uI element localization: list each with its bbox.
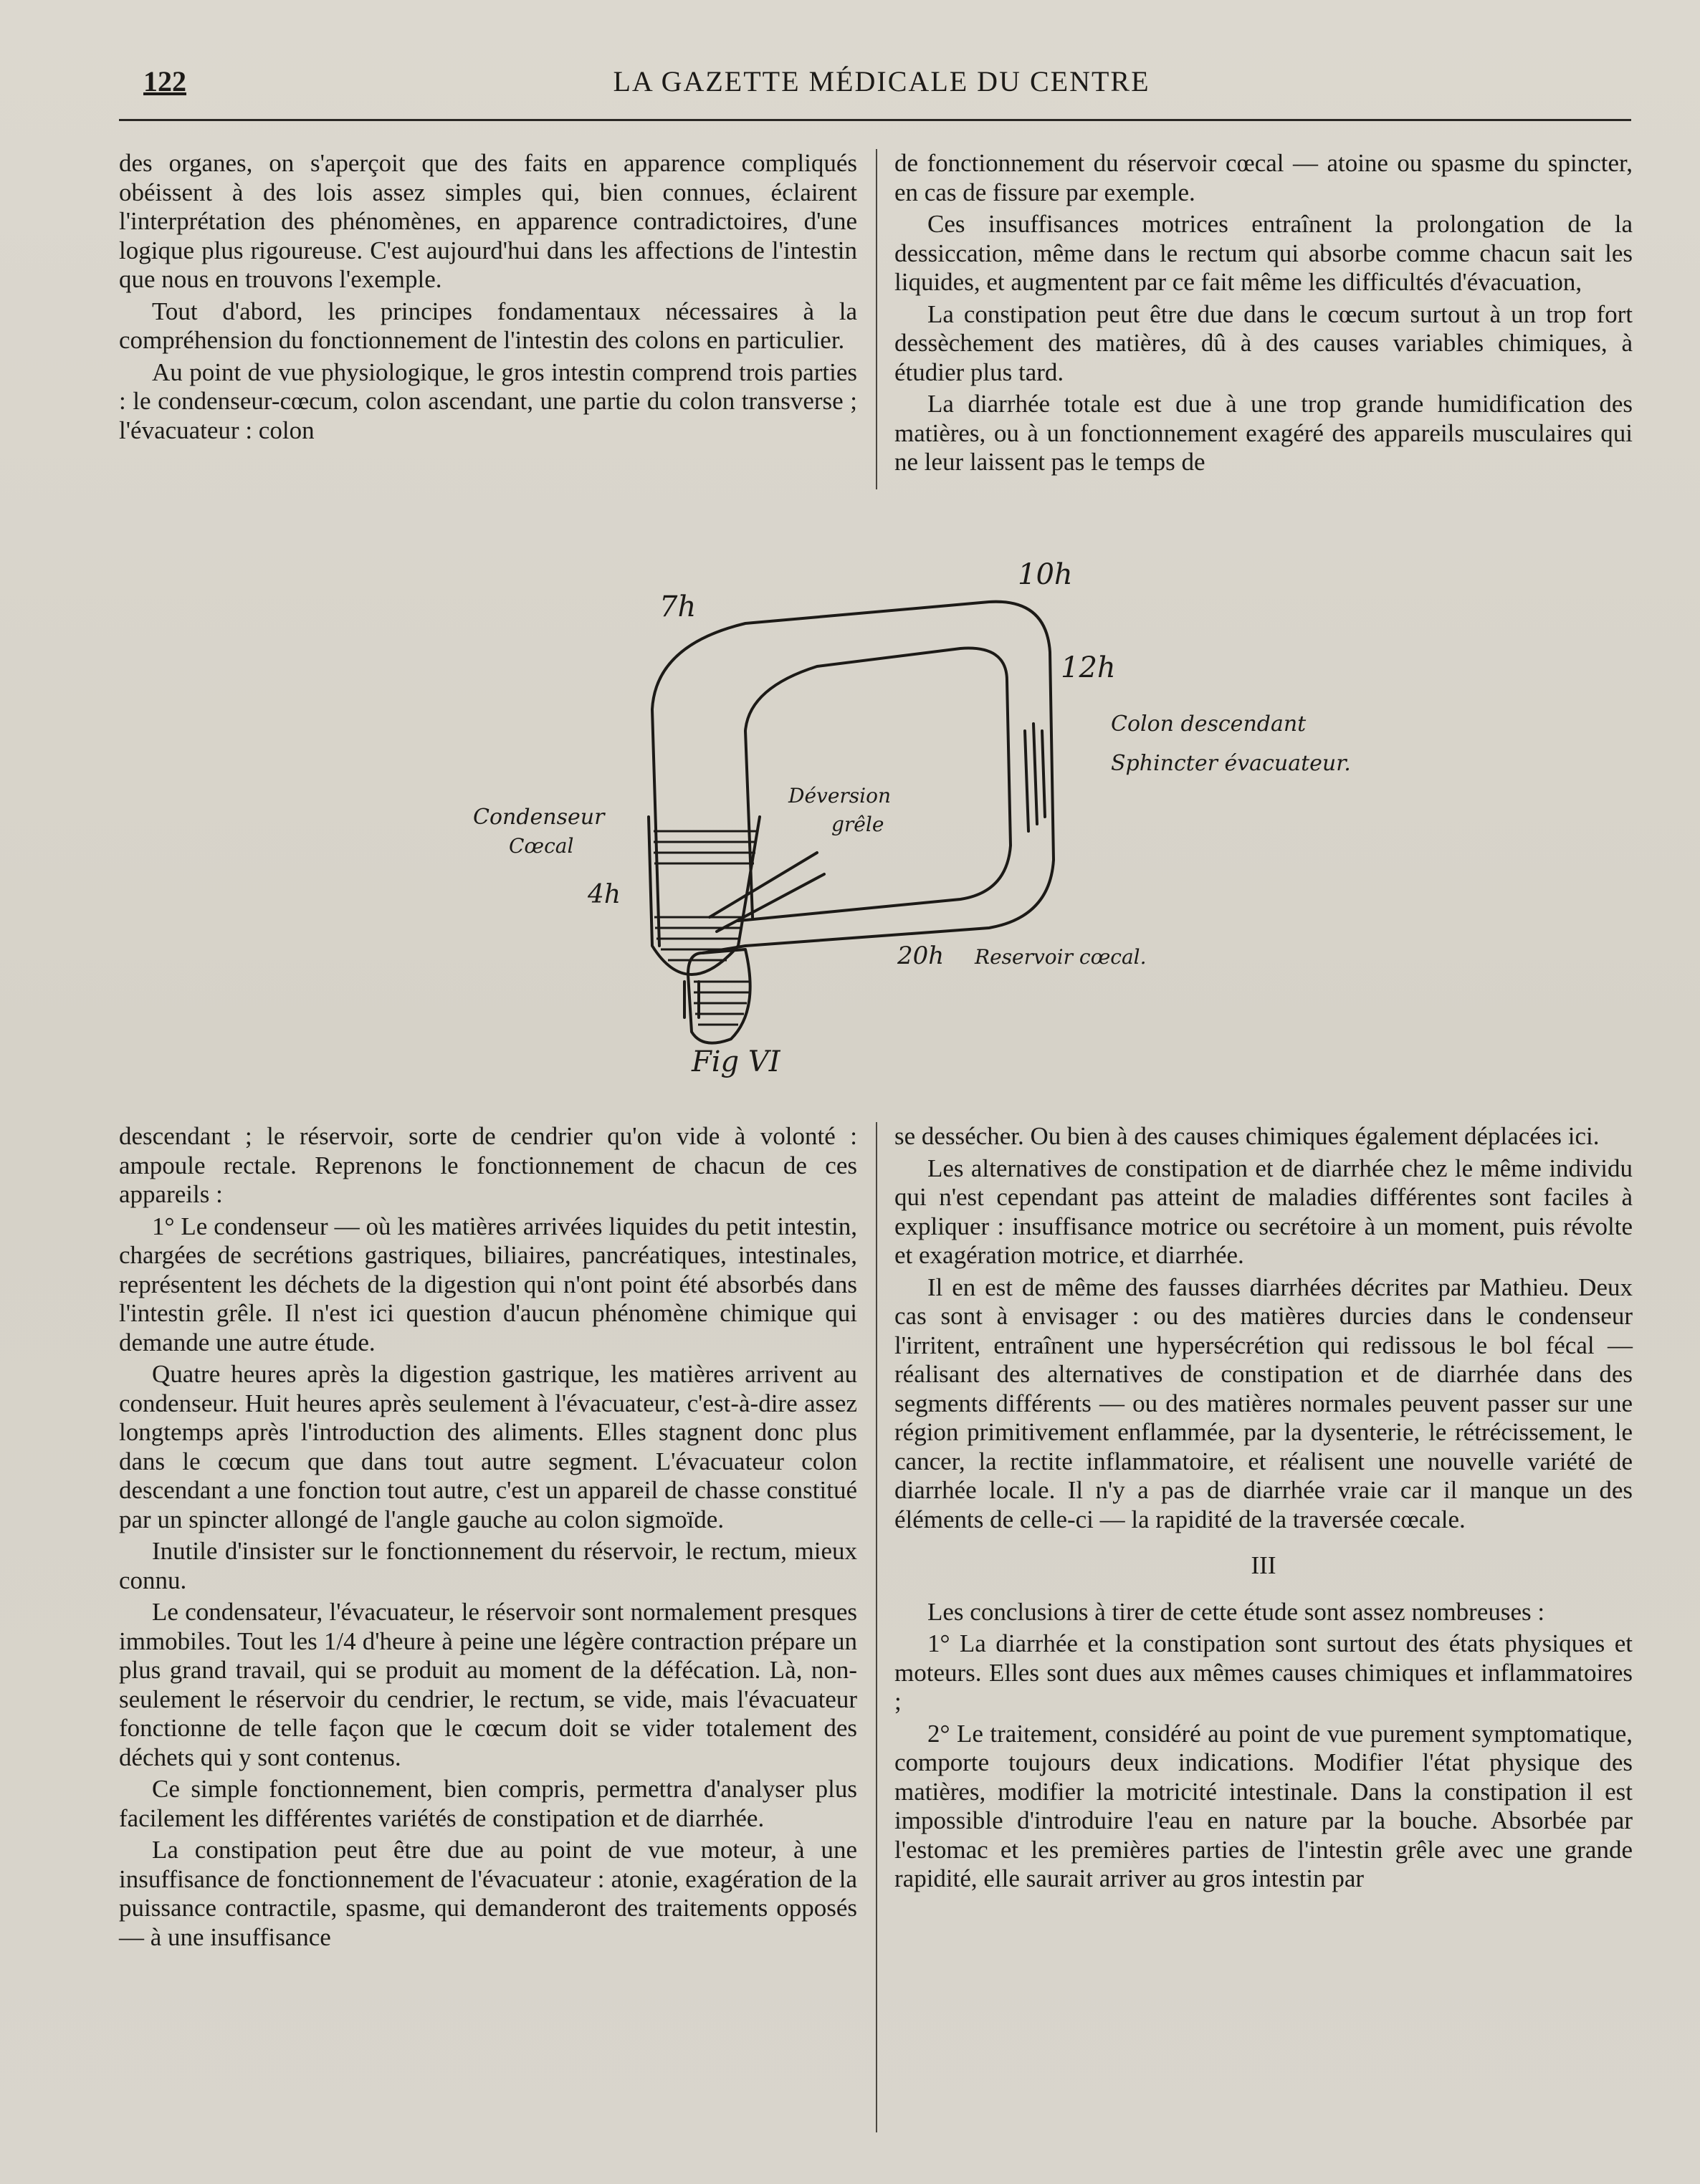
paragraph: Ces insuffisances motrices entraînent la prolongation de la dessiccation, même dans le rectum qui absorbe comme chacun sait les liquides, et augmentent par ce fait même les difficultés d'évacuation, [894, 210, 1633, 296]
paragraph: des organes, on s'aperçoit que des faits en apparence compliqués obéissent à des lois assez simples qui, bien connues, éclairent l'interprétation des phénomènes, en apparence contradictoires, d'une logique plus rigoureuse. C'est aujourd'hui dans les affections de l'intestin que nous en trouvons l'exemple. [119, 149, 857, 293]
paragraph: La diarrhée totale est due à une trop grande humidification des matières, ou à un fonctionnement exagéré des appareils musculaires qui ne leur laissent pas le temps de [894, 390, 1633, 476]
label-colon-descendant: Colon descendant [1111, 712, 1307, 737]
label-4h: 4h [588, 880, 621, 909]
paragraph: Ce simple fonctionnement, bien compris, permettra d'analyser plus facilement les différentes variétés de constipation et de diarrhée. [119, 1775, 857, 1832]
right-column-bottom [894, 1122, 1633, 2140]
label-condenseur: Condenseur [473, 805, 605, 830]
colon-diagram [444, 516, 1376, 1089]
left-column-bottom [119, 1122, 857, 2140]
paragraph: 1° Le condenseur — où les matières arrivées liquides du petit intestin, chargées de secrétions gastriques, biliaires, pancréatiques, intestinales, représentent les déchets de la digestion qui n'ont point été absorbés dans l'intestin grêle. Il n'est ici question d'aucun phénomène chimique qui demande une autre étude. [119, 1212, 857, 1356]
label-grele: grêle [831, 813, 884, 836]
paragraph: Les alternatives de constipation et de diarrhée chez le même individu qui n'est cependant pas atteint de maladies différentes sont faciles à expliquer : insuffisance motrice ou secrétoire à un moment, puis révolte et exagération motrice, et diarrhée. [894, 1154, 1633, 1269]
label-7h: 7h [659, 590, 697, 623]
sphincter-marks [1025, 724, 1045, 831]
paragraph: de fonctionnement du réservoir cœcal — atoine ou spasme du spincter, en cas de fissure par exemple. [894, 149, 1633, 206]
left-column-top [119, 149, 857, 493]
label-caecal: Cœcal [509, 834, 574, 858]
label-12h: 12h [1061, 651, 1116, 684]
paragraph: se dessécher. Ou bien à des causes chimiques également déplacées ici. [894, 1122, 1600, 1150]
paragraph: La constipation peut être due dans le cœcum surtout à un trop fort dessèchement des matières, dû à des causes variables chimiques, à étudier plus tard. [894, 300, 1633, 386]
caecum-hatching [654, 831, 758, 960]
column-divider [876, 1122, 877, 2132]
paragraph: 1° La diarrhée et la constipation sont surtout des états physiques et moteurs. Elles sont dues aux mêmes causes chimiques et inflammatoires ; [894, 1629, 1633, 1715]
label-20h: 20h [897, 942, 945, 970]
paragraph: La constipation peut être due au point de vue moteur, à une insuffisance de fonctionnement de l'évacuateur : atonie, exagération de la puissance contractile, spasme, qui demanderont des traitements opposés — à une insuffisance [119, 1836, 857, 1951]
header-rule [119, 119, 1631, 121]
reservoir-hatching [694, 982, 749, 1025]
paragraph: descendant ; le réservoir, sorte de cendrier qu'on vide à volonté : ampoule rectale. Reprenons le fonctionnement de chacun de ces appareils : [119, 1122, 857, 1208]
right-column-top [894, 149, 1633, 493]
figure-caption: Fig VI [692, 1045, 780, 1078]
section-number: III [1251, 1551, 1276, 1579]
label-reservoir: Reservoir cœcal. [975, 945, 1147, 969]
label-10h: 10h [1018, 558, 1073, 591]
colon-diagram-figure [444, 516, 1376, 1089]
paragraph: Tout d'abord, les principes fondamentaux nécessaires à la compréhension du fonctionnement de l'intestin des colons en particulier. [119, 297, 857, 354]
page-number: 122 [143, 65, 186, 97]
paragraph: Au point de vue physiologique, le gros intestin comprend trois parties : le condenseur-cœcum, colon ascendant, une partie du colon transverse ; l'évacuateur : colon [119, 358, 857, 444]
running-title: LA GAZETTE MÉDICALE DU CENTRE [613, 65, 1150, 97]
paragraph: Il en est de même des fausses diarrhées décrites par Mathieu. Deux cas sont à envisager : ou des matières durcies dans le condenseur l'irritent, entraînent une hypersécrétion qui redissous le bol fécal — réalisant des alternatives de constipation et de diarrhée dans des segments différents — ou des matières normales peuvent passer sur une région primitivement enflammée, par la dysenterie, le rétrécissement, le cancer, la rectite inflammatoire, et réalisent une nouvelle variété de diarrhée locale. Il n'y a pas de diarrhée vraie car il manque un des éléments de celle-ci — la rapidité de la traversée cœcale. [894, 1273, 1633, 1533]
page-header [143, 60, 1620, 103]
paragraph: Quatre heures après la digestion gastrique, les matières arrivent au condenseur. Huit heures après seulement à l'évacuateur, c'est-à-dire assez longtemps après l'introduction des aliments. Elles stagnent donc plus dans le cœcum que dans tout autre segment. L'évacuateur colon descendant a une fonction tout autre, c'est un appareil de chasse constitué par un spincter allongé de l'angle gauche au colon sigmoïde. [119, 1360, 857, 1533]
paragraph: 2° Le traitement, considéré au point de vue purement symptomatique, comporte toujours deux indications. Modifier l'état physique des matières, modifier la motricité intestinale. Dans la constipation il est impossible d'introduire l'eau en nature par la bouche. Absorbée par l'estomac et les premières parties de l'intestin grêle avec une grande rapidité, elle saurait arriver au gros intestin par [894, 1719, 1633, 1892]
paragraph: Inutile d'insister sur le fonctionnement du réservoir, le rectum, mieux connu. [119, 1537, 857, 1594]
paragraph: Le condensateur, l'évacuateur, le réservoir sont normalement presques immobiles. Tout les 1/4 d'heure à peine une légère contraction prépare un plus grand travail, qui se produit au moment de la défécation. Là, non-seulement le réservoir du cendrier, le rectum, se vide, mais l'évacuateur fonctionne de telle façon que le cœcum doit se vider totalement des déchets qui y sont contenus. [119, 1598, 857, 1771]
column-divider [876, 149, 877, 489]
label-deversion: Déversion [788, 784, 892, 808]
label-sphincter: Sphincter évacuateur. [1111, 751, 1351, 776]
paragraph: Les conclusions à tirer de cette étude sont assez nombreuses : [927, 1597, 1545, 1626]
